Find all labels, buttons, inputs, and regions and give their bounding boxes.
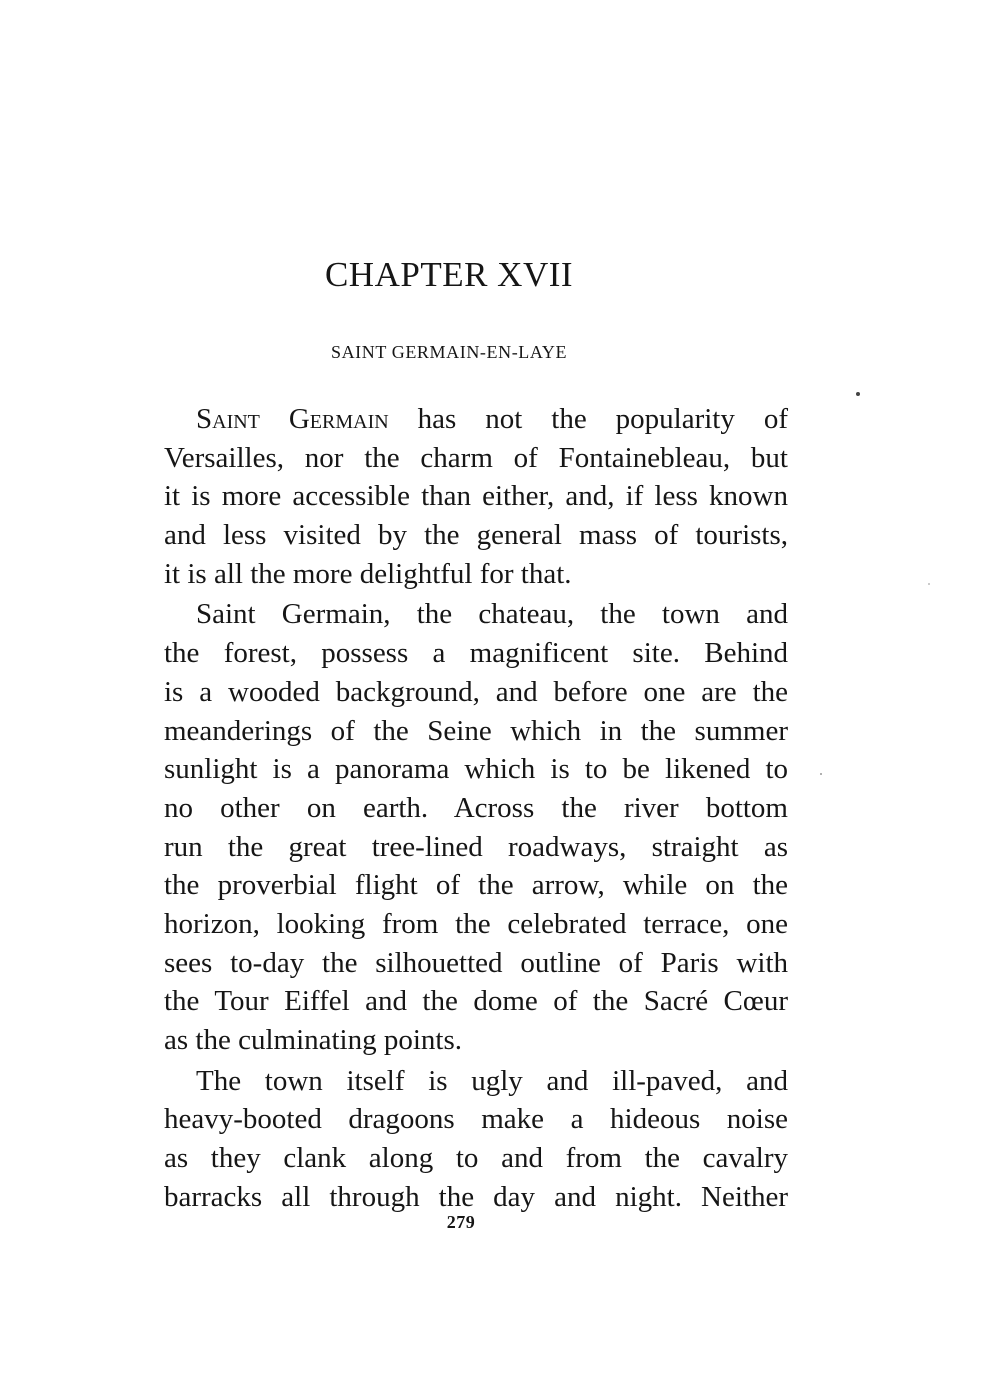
text-line: heavy-booted dragoons make a hideous noise [164,1103,788,1136]
text-line: the Tour Eiffel and the dome of the Sacré Cœur [164,985,788,1018]
text-line: as the culminating points. [164,1024,463,1056]
paragraph-2 [133,595,788,1059]
body-text [133,400,788,1216]
chapter-title: CHAPTER XVII [324,255,574,294]
page-number: 279 [446,1212,476,1232]
text-line: sees to-day the silhouetted outline of Paris with [164,946,788,979]
text-line: as they clank along to and from the cavalry [164,1142,788,1175]
text-line: it is more accessible than either, and, if less known [164,480,788,513]
paragraph-3 [133,1062,788,1217]
small-caps-lead: Saint Germain [196,403,389,435]
text-line: run the great tree-lined roadways, straight as [164,830,788,863]
scan-speck [856,392,860,396]
text-line: the forest, possess a magnificent site. Behind [164,637,788,670]
scan-speck [820,773,822,775]
text-line: The town itself is ugly and ill-paved, and [196,1064,788,1097]
paragraph-1 [133,400,788,593]
text-line: no other on earth. Across the river bottom [164,791,788,824]
text-line: and less visited by the general mass of tourists, [164,519,788,552]
scan-speck [928,583,930,585]
text-line: meanderings of the Seine which in the summer [164,714,788,747]
text-line: barracks all through the day and night. Neither [164,1180,788,1213]
text-line: is a wooded background, and before one are the [164,675,788,708]
text-line: Saint Germain, the chateau, the town and [196,598,788,631]
chapter-subtitle: SAINT GERMAIN-EN-LAYE [330,342,568,362]
text-line-rest: has not the popularity of [388,403,788,435]
text-line: horizon, looking from the celebrated terrace, one [164,907,788,940]
text-line [133,400,788,439]
text-line: the proverbial flight of the arrow, while on the [164,869,788,902]
text-line: sunlight is a panorama which is to be likened to [164,753,788,786]
text-line: Versailles, nor the charm of Fontainebleau, but [164,441,788,474]
text-line: it is all the more delightful for that. [164,557,572,590]
